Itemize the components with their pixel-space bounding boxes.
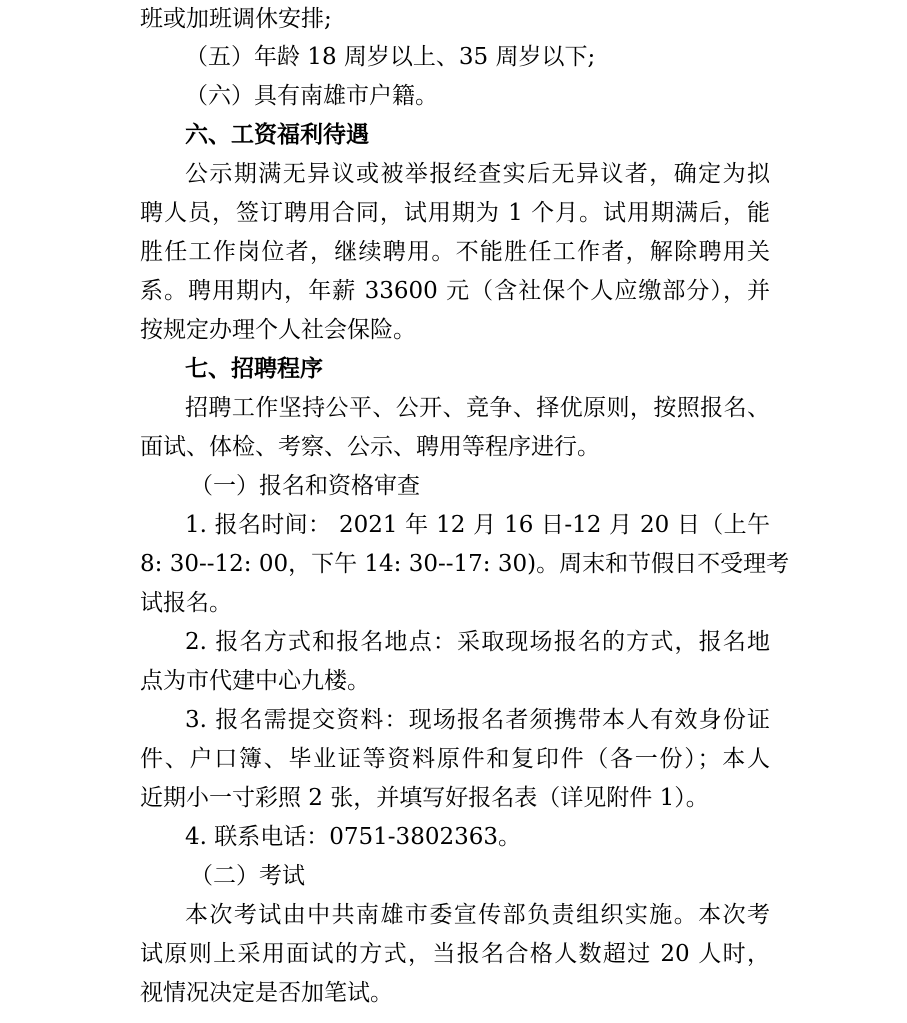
paragraph-line-procedure-2: 面试、体检、考察、公示、聘用等程序进行。 [140, 434, 600, 460]
paragraph-line-procedure-1: 招聘工作坚持公平、公开、竞争、择优原则，按照报名、 [185, 395, 770, 421]
paragraph-line-salary-1: 公示期满无异议或被举报经查实后无异议者，确定为拟 [185, 161, 770, 187]
text-line-age-requirement: （五）年龄 18 周岁以上、35 周岁以下; [185, 44, 596, 70]
section-heading-salary-benefits: 六、工资福利待遇 [185, 121, 369, 148]
paragraph-line-registration-time-1: 1. 报名时间： 2021 年 12 月 16 日-12 月 20 日（上午 [185, 512, 770, 538]
text-line-household-requirement: （六）具有南雄市户籍。 [185, 83, 438, 109]
paragraph-line-exam-3: 视情况决定是否加笔试。 [140, 980, 393, 1006]
text-line-contact-phone: 4. 联系电话：0751-3802363。 [185, 824, 521, 850]
text-line-continuation: 班或加班调休安排; [140, 6, 332, 32]
paragraph-line-materials-2: 件、户口簿、毕业证等资料原件和复印件（各一份）；本人 [140, 746, 770, 772]
paragraph-line-salary-4: 系。聘用期内，年薪 33600 元（含社保个人应缴部分），并 [140, 278, 770, 304]
paragraph-line-salary-2: 聘人员，签订聘用合同，试用期为 1 个月。试用期满后，能 [140, 200, 770, 226]
paragraph-line-registration-method-2: 点为市代建中心九楼。 [140, 668, 370, 694]
paragraph-line-exam-1: 本次考试由中共南雄市委宣传部负责组织实施。本次考 [185, 902, 770, 928]
paragraph-line-registration-time-3: 试报名。 [140, 590, 232, 616]
subsection-heading-exam: （二）考试 [190, 863, 305, 889]
paragraph-line-registration-time-2: 8: 30--12: 00，下午 14: 30--17: 30)。周末和节假日不受理考 [140, 551, 790, 577]
paragraph-line-materials-1: 3. 报名需提交资料：现场报名者须携带本人有效身份证 [185, 707, 770, 733]
paragraph-line-exam-2: 试原则上采用面试的方式，当报名合格人数超过 20 人时， [140, 941, 770, 967]
paragraph-line-salary-5: 按规定办理个人社会保险。 [140, 317, 416, 343]
subsection-heading-registration: （一）报名和资格审查 [190, 473, 420, 499]
paragraph-line-salary-3: 胜任工作岗位者，继续聘用。不能胜任工作者，解除聘用关 [140, 239, 770, 265]
paragraph-line-materials-3: 近期小一寸彩照 2 张，并填写好报名表（详见附件 1）。 [140, 785, 709, 811]
section-heading-recruitment-procedure: 七、招聘程序 [185, 355, 323, 382]
paragraph-line-registration-method-1: 2. 报名方式和报名地点：采取现场报名的方式，报名地 [185, 629, 770, 655]
